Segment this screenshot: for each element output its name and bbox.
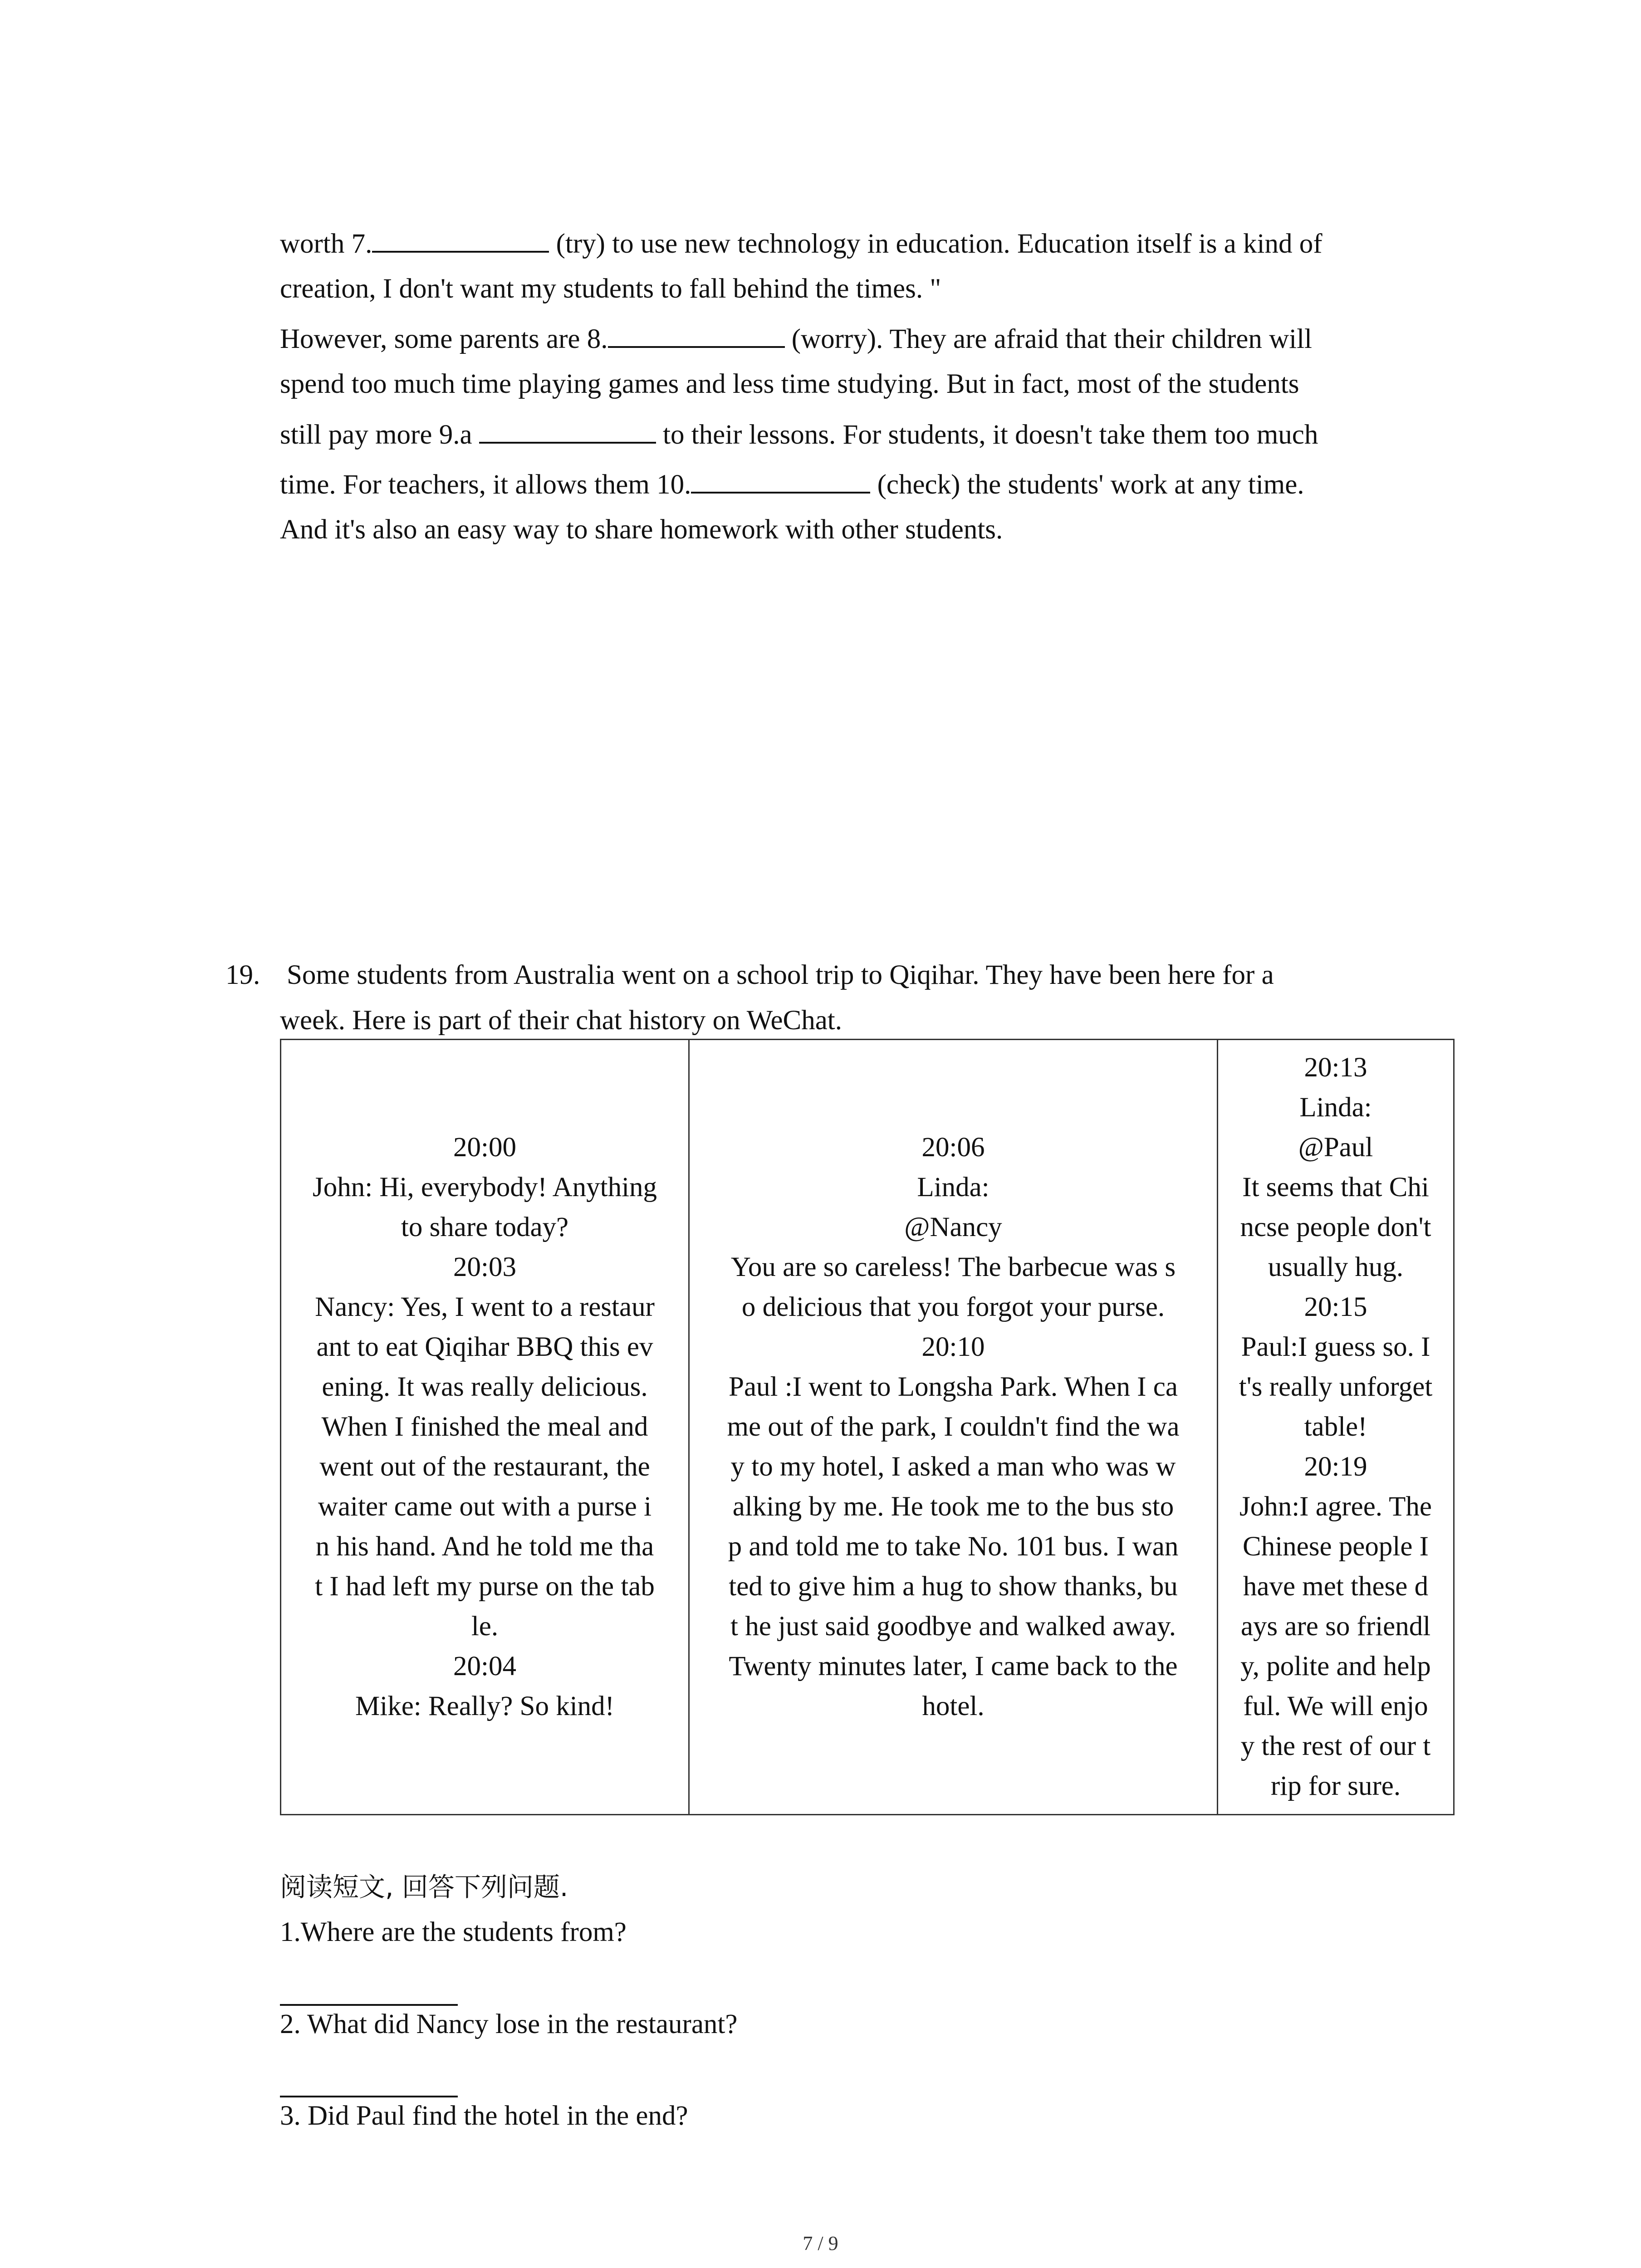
chat-message: p and told me to take No. 101 bus. I wan	[728, 1531, 1179, 1562]
passage-text: to their lessons. For students, it doesn't take them too much	[656, 420, 1318, 450]
chat-message: y, polite and help	[1240, 1651, 1431, 1681]
chat-message: le.	[471, 1611, 499, 1642]
chat-time: 20:19	[1304, 1452, 1367, 1482]
chat-message: rip for sure.	[1270, 1771, 1401, 1801]
question-intro-line-1: Some students from Australia went on a school trip to Qiqihar. They have been here for a	[287, 960, 1274, 990]
instruction: 阅读短文, 回答下列问题.	[280, 1872, 568, 1902]
passage-line-6	[280, 466, 1304, 503]
page-number: 7 / 9	[803, 2232, 838, 2254]
passage-line-2	[280, 271, 941, 307]
question-1: 1.Where are the students from?	[280, 1917, 627, 1947]
chat-time: 20:03	[453, 1252, 516, 1282]
passage-line-7	[280, 512, 1003, 548]
passage-text: creation, I don't want my students to fall behind the times. "	[280, 274, 941, 304]
chat-message: Linda:	[1299, 1092, 1372, 1123]
passage-line-1	[280, 225, 1323, 262]
chat-message: waiter came out with a purse i	[318, 1491, 652, 1522]
chat-message: to share today?	[401, 1212, 569, 1242]
passage-text: worth 7.	[280, 229, 372, 259]
passage-text: time. For teachers, it allows them 10.	[280, 469, 691, 500]
chat-message: You are so careless! The barbecue was s	[730, 1252, 1176, 1282]
chat-message: o delicious that you forgot your purse.	[741, 1292, 1165, 1322]
passage-text: (worry). They are afraid that their children will	[784, 324, 1312, 354]
chat-history-table	[280, 1039, 1455, 1815]
chat-message: table!	[1304, 1412, 1367, 1442]
chat-message: Paul :I went to Longsha Park. When I ca	[729, 1372, 1178, 1402]
chat-message: Linda:	[917, 1172, 989, 1202]
chat-message: ted to give him a hug to show thanks, bu	[729, 1571, 1178, 1602]
passage-line-3	[280, 321, 1312, 357]
chat-message: hotel.	[922, 1691, 985, 1721]
blank-9	[479, 416, 656, 444]
chat-message: ant to eat Qiqihar BBQ this ev	[316, 1332, 653, 1362]
chat-message: ful. We will enjo	[1243, 1691, 1428, 1721]
passage-text: (try) to use new technology in education. Education itself is a kind of	[549, 229, 1323, 259]
passage-line-5	[280, 416, 1318, 453]
chat-message: alking by me. He took me to the bus sto	[732, 1491, 1174, 1522]
chat-time: 20:04	[453, 1651, 516, 1681]
chat-message: t's really unforget	[1239, 1372, 1433, 1402]
chat-message: ncse people don't	[1240, 1212, 1431, 1242]
chat-message: me out of the park, I couldn't find the wa	[727, 1412, 1180, 1442]
chat-message: John: Hi, everybody! Anything	[312, 1172, 657, 1202]
question-3: 3. Did Paul find the hotel in the end?	[280, 2101, 688, 2131]
chat-message: Mike: Really? So kind!	[355, 1691, 614, 1721]
passage-text: However, some parents are 8.	[280, 324, 608, 354]
chat-message: @Nancy	[904, 1212, 1002, 1242]
blank-8	[608, 321, 785, 348]
passage-text: (check) the students' work at any time.	[870, 469, 1304, 500]
chat-column-2	[689, 1040, 1218, 1815]
chat-message: Paul:I guess so. I	[1241, 1332, 1430, 1362]
passage-text: still pay more 9.a	[280, 420, 479, 450]
chat-column-3	[1218, 1040, 1454, 1815]
chat-message: t he just said goodbye and walked away.	[730, 1611, 1176, 1642]
chat-message: Chinese people I	[1243, 1531, 1429, 1562]
answer-line-1	[280, 2004, 458, 2006]
blank-10	[691, 466, 870, 494]
chat-message: y to my hotel, I asked a man who was w	[730, 1452, 1176, 1482]
answer-line-2	[280, 2096, 458, 2097]
chat-time: 20:00	[453, 1132, 516, 1163]
chat-message: John:I agree. The	[1239, 1491, 1432, 1522]
chat-message: When I finished the meal and	[321, 1412, 648, 1442]
chat-time: 20:10	[921, 1332, 985, 1362]
chat-message: ays are so friendl	[1240, 1611, 1431, 1642]
chat-message: n his hand. And he told me tha	[315, 1531, 654, 1562]
chat-message: @Paul	[1298, 1132, 1373, 1163]
chat-column-1	[281, 1040, 689, 1815]
chat-message: y the rest of our t	[1240, 1731, 1431, 1761]
chat-message: It seems that Chi	[1242, 1172, 1429, 1202]
passage-line-4	[280, 366, 1299, 402]
passage-text: spend too much time playing games and less time studying. But in fact, most of the students	[280, 369, 1299, 399]
chat-time: 20:06	[921, 1132, 985, 1163]
chat-message: Twenty minutes later, I came back to the	[729, 1651, 1178, 1681]
passage-text: And it's also an easy way to share homework with other students.	[280, 514, 1003, 545]
blank-7	[372, 225, 549, 253]
chat-time: 20:15	[1304, 1292, 1367, 1322]
chat-message: went out of the restaurant, the	[319, 1452, 650, 1482]
chat-message: have met these d	[1243, 1571, 1429, 1602]
chat-message: usually hug.	[1268, 1252, 1404, 1282]
chat-message: ening. It was really delicious.	[322, 1372, 648, 1402]
question-2: 2. What did Nancy lose in the restaurant?	[280, 2009, 738, 2039]
chat-message: Nancy: Yes, I went to a restaur	[315, 1292, 655, 1322]
question-number: 19.	[225, 960, 260, 990]
chat-time: 20:13	[1304, 1052, 1367, 1083]
question-intro-line-2: week. Here is part of their chat history on WeChat.	[280, 1005, 843, 1036]
chat-message: t I had left my purse on the tab	[315, 1571, 655, 1602]
